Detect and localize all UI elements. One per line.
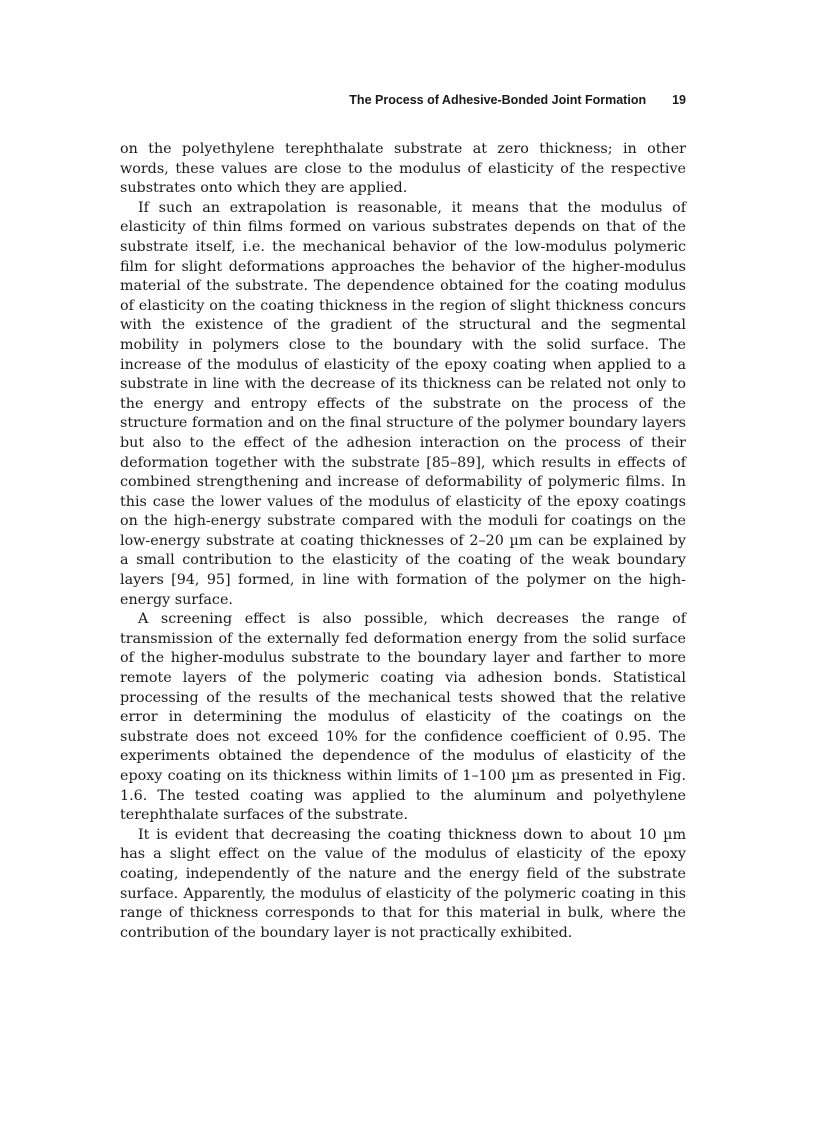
paragraph-screening-effect: A screening effect is also possible, which decreases the range of transmission of the externally fed deformation energy from the solid surface of the higher-modulus substrate to the boundary layer and farther to more remote layers of the polymeric coating via adhesion bonds. Statistical processing of the results of the mechanical tests showed that the relative error in determining the modulus of elasticity of the coatings on the substrate does not exceed 10% for the confidence coefficient of 0.95. The experiments obtained the dependence of the modulus of elasticity of the epoxy coating on its thickness within limits of 1–100 µm as presented in Fig. 1.6. The tested coating was applied to the aluminum and polyethylene terephthalate surfaces of the substrate. — [120, 611, 686, 824]
body-text — [120, 140, 686, 943]
paragraph-continuation: on the polyethylene terephthalate substrate at zero thickness; in other words, these values are close to the modulus of elasticity of the respective substrates onto which they are applied. — [120, 141, 686, 197]
page-number: 19 — [672, 93, 686, 107]
running-header — [120, 93, 686, 113]
running-title: The Process of Adhesive-Bonded Joint Formation — [349, 93, 647, 107]
paragraph-coating-thickness: It is evident that decreasing the coating thickness down to about 10 µm has a slight effect on the value of the modulus of elasticity of the epoxy coating, independently of the nature and the energy field of the substrate surface. Apparently, the modulus of elasticity of the polymeric coating in this range of thickness corresponds to that for this material in bulk, where the contribution of the boundary layer is not practically exhibited. — [120, 826, 686, 941]
paragraph-extrapolation: If such an extrapolation is reasonable, it means that the modulus of elasticity of thin films formed on various substrates depends on that of the substrate itself, i.e. the mechanical behavior of the low-modulus polymeric film for slight deformations approaches the behavior of the higher-modulus material of the substrate. The dependence obtained for the coating modulus of elasticity on the coating thickness in the region of slight thickness concurs with the existence of the gradient of the structural and the segmental mobility in polymers close to the boundary with the solid surface. The increase of the modulus of elasticity of the epoxy coating when applied to a substrate in line with the decrease of its thickness can be related not only to the energy and entropy effects of the substrate on the process of the structure formation and on the final structure of the polymer boundary layers but also to the effect of the adhesion interaction on the process of their deformation together with the substrate [85–89], which results in effects of combined strengthening and increase of deformability of polymeric films. In this case the lower values of the modulus of elasticity of the epoxy coatings on the high-energy substrate compared with the moduli for coatings on the low-energy substrate at coating thicknesses of 2–20 µm can be explained by a small contribution to the elasticity of the coating of the weak boundary layers [94, 95] formed, in line with formation of the polymer on the high-energy surface. — [120, 199, 686, 608]
